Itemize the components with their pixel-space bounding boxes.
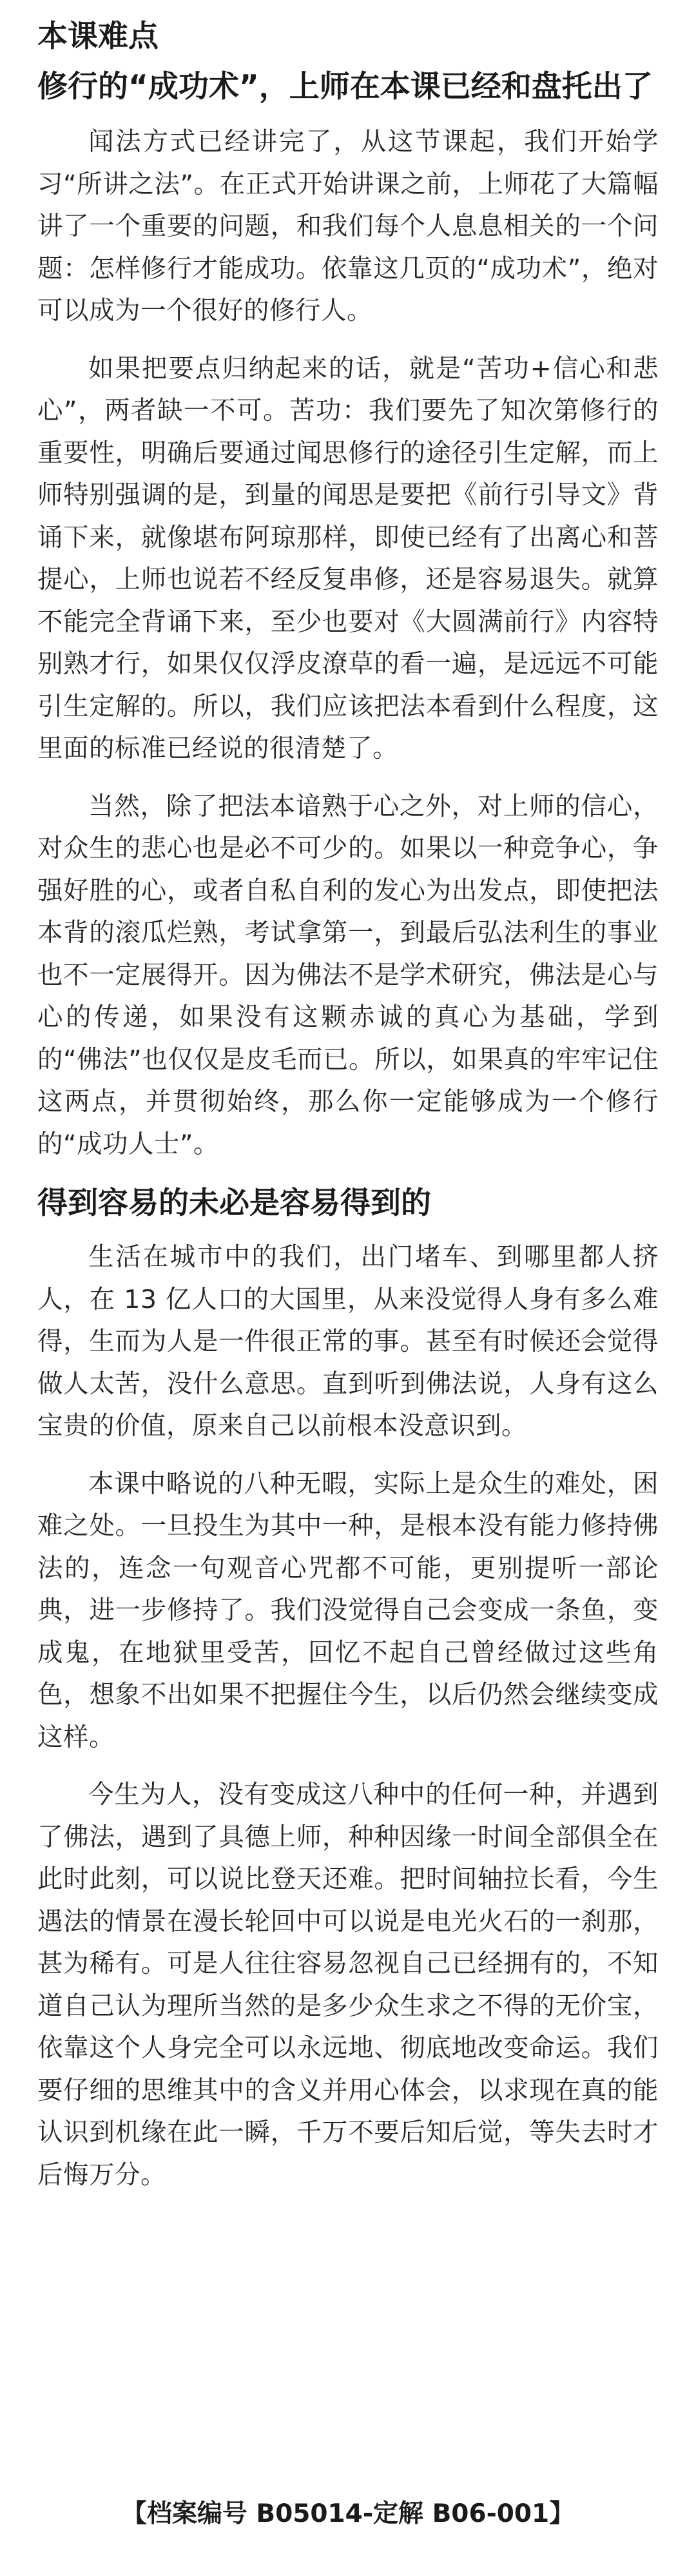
archive-number: 【档案编号 B05014-定解 B06-001】 [121, 2499, 575, 2528]
section-title: 本课难点 [37, 19, 159, 54]
paragraph-2-1: 生活在城市中的我们，出门堵车、到哪里都人挤人，在 13 亿人口的大国里，从来没觉得人身有多么难得，生而为人是一件很正常的事。甚至有时候还会觉得做人太苦，没什么意思。直到听到佛法说，人身有这么宝贵的价值，原来自己以前根本没意识到。 [37, 1242, 659, 1441]
paragraph-2-3: 今生为人，没有变成这八种中的任何一种，并遇到了佛法，遇到了具德上师，种种因缘一时间全部俱全在此时此刻，可以说比登天还难。把时间轴拉长看，今生遇法的情景在漫长轮回中可以说是电光火石的一刹那，甚为稀有。可是人往往容易忽视自己已经拥有的，不知道自己认为理所当然的是多少众生求之不得的无价宝，依靠这个人身完全可以永远地、彻底地改变命运。我们要仔细的思维其中的含义并用心体会，以求现在真的能认识到机缘在此一瞬，千万不要后知后觉，等失去时才后悔万分。 [37, 1780, 659, 2190]
paragraph-1-2: 如果把要点归纳起来的话，就是“苦功+信心和悲心”，两者缺一不可。苦功：我们要先了知次第修行的重要性，明确后要通过闻思修行的途径引生定解，而上师特别强调的是，到量的闻思是要把《前行引导文》背诵下来，就像堪布阿琼那样，即使已经有了出离心和菩提心，上师也说若不经反复串修，还是容易退失。就算不能完全背诵下来，至少也要对《大圆满前行》内容特别熟才行，如果仅仅浮皮潦草的看一遍，是远远不可能引生定解的。所以，我们应该把法本看到什么程度，这里面的标准已经说的很清楚了。 [37, 353, 659, 763]
paragraph-1-1: 闻法方式已经讲完了，从这节课起，我们开始学习“所讲之法”。在正式开始讲课之前，上师花了大篇幅讲了一个重要的问题，和我们每个人息息相关的一个问题：怎样修行才能成功。依靠这几页的“成功术”，绝对可以成为一个很好的修行人。 [37, 127, 659, 326]
paragraph-2-2: 本课中略说的八种无暇，实际上是众生的难处，困难之处。一旦投生为其中一种，是根本没有能力修持佛法的，连念一句观音心咒都不可能，更别提听一部论典，进一步修持了。我们没觉得自己会变成一条鱼，变成鬼，在地狱里受苦，回忆不起自己曾经做过这些角色，想象不出如果不把握住今生，以后仍然会继续变成这样。 [37, 1469, 659, 1752]
heading-easy-to-get: 得到容易的未必是容易得到的 [37, 1186, 431, 1221]
paragraph-1-3: 当然，除了把法本谙熟于心之外，对上师的信心，对众生的悲心也是必不可少的。如果以一种竞争心，争强好胜的心，或者自私自利的发心为出发点，即使把法本背的滚瓜烂熟，考试拿第一，到最后弘法利生的事业也不一定展得开。因为佛法不是学术研究，佛法是心与心的传递，如果没有这颗赤诚的真心为基础，学到的“佛法”也仅仅是皮毛而已。所以，如果真的牢牢记住这两点，并贯彻始终，那么你一定能够成为一个修行的“成功人士”。 [37, 791, 659, 1159]
heading-success-method: 修行的“成功术”，上师在本课已经和盘托出了 [37, 69, 653, 104]
